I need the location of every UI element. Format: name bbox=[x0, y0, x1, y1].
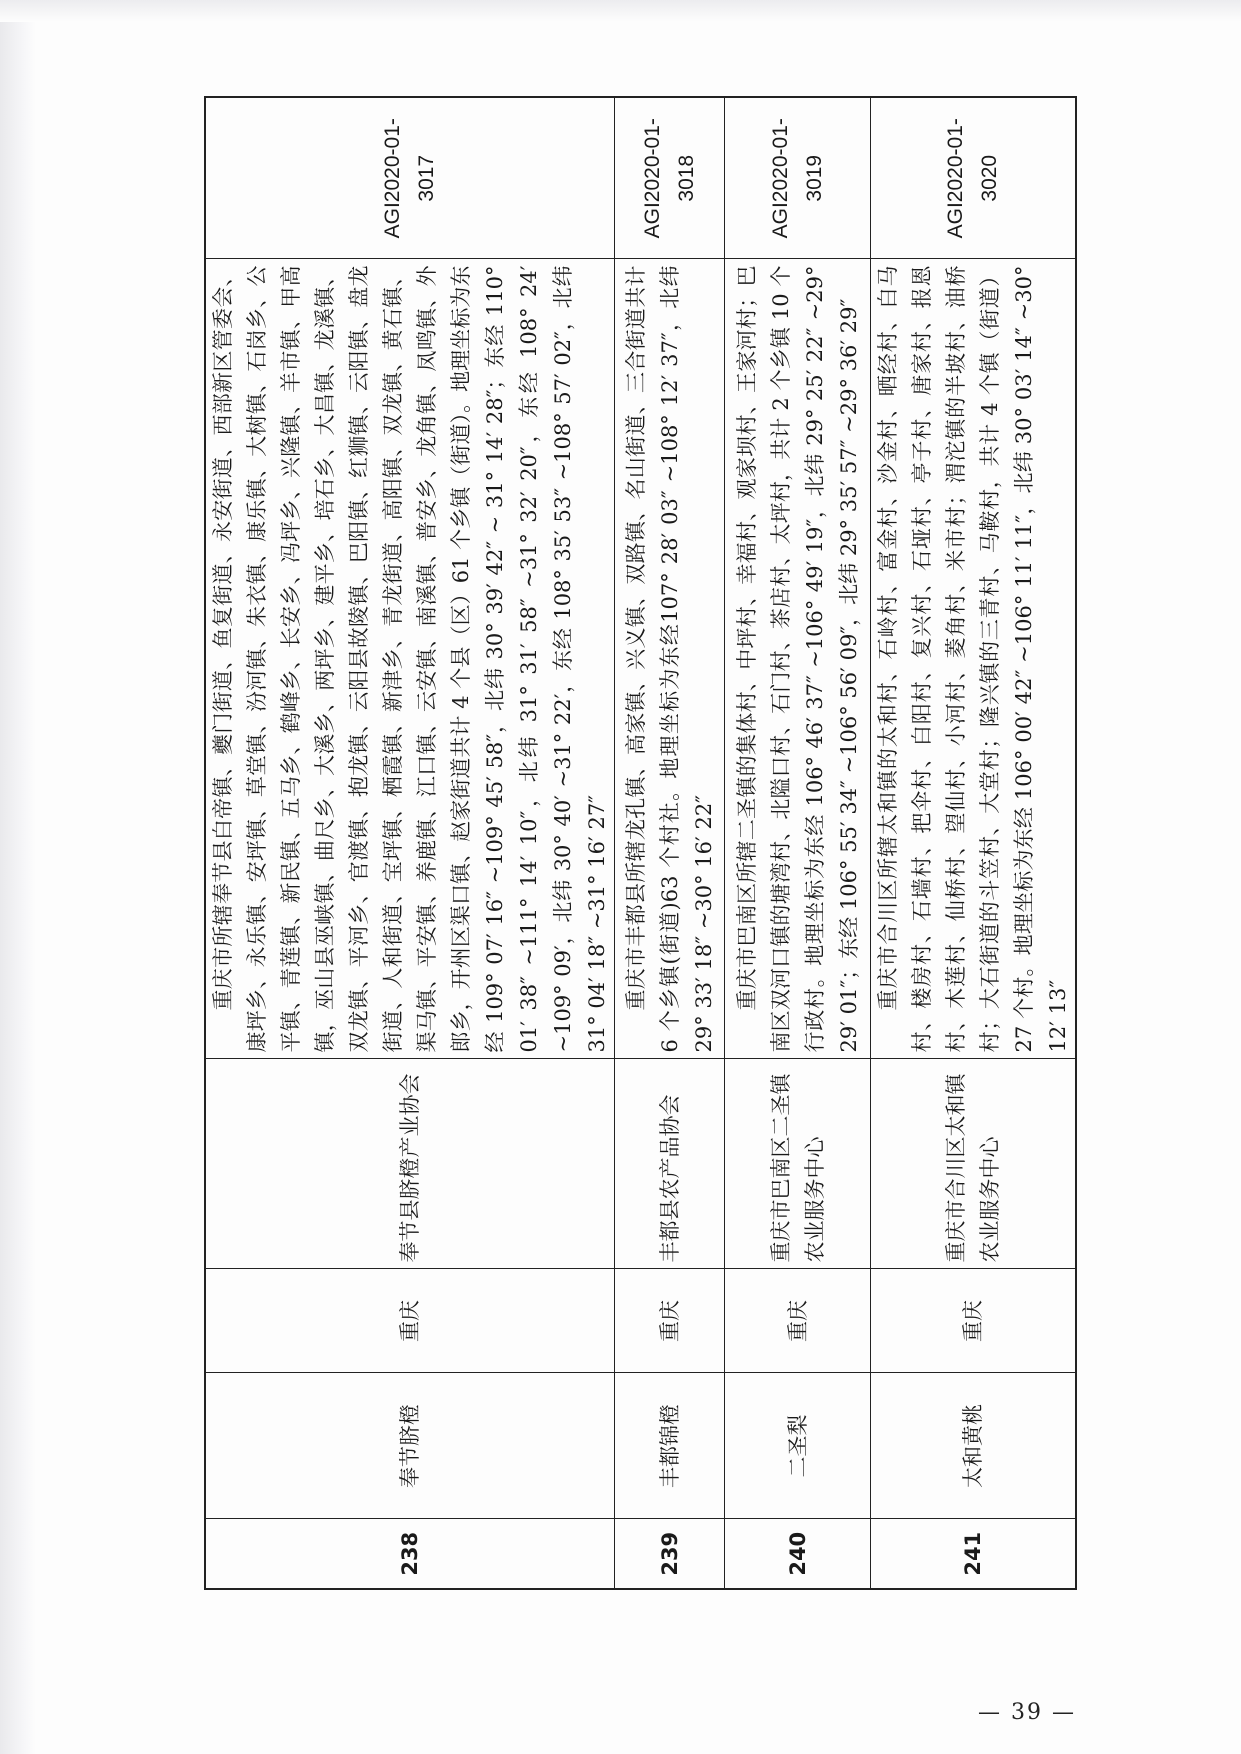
protection-scope bbox=[615, 259, 725, 1059]
protection-scope-text: 重庆市所辖奉节县白帝镇、夔门街道、鱼复街道、永安街道、西部新区管委会、康坪乡、永乐镇、安坪镇、草堂镇、汾河镇、朱衣镇、康乐镇、大树镇、石岗乡、公平镇、青莲镇、新民镇、五马乡、鹤峰乡、长安乡、冯坪乡、兴隆镇、羊市镇、甲高镇，巫山县巫峡镇、曲尺乡、大溪乡、两坪乡、建平乡、培石乡、大昌镇、龙溪镇、双龙镇、平河乡、官渡镇、抱龙镇、云阳县故陵镇、巴阳镇、红狮镇、云阳镇、盘龙街道、人和街道、宝坪镇、栖霞镇、新津乡、青龙街道、高阳镇、双龙镇、黄石镇、渠马镇、平安镇、养鹿镇、江口镇、云安镇、南溪镇、普安乡、龙角镇、凤鸣镇、外郎乡，开州区渠口镇、赵家街道共计 4 个县（区）61 个乡镇（街道）。地理坐标为东经 109° 07′ 16″ ~109° 45′ 58″，北纬 30° 39′ 42″ ~ 31° 14′ 28″；东经 110° 01′ 38″ ~111° 14′ 10″，北纬 31° 31′ 58″ ~31° 32′ 20″，东经 108° 24′ ~109° 09′，北纬 30° 40′ ~31° 22′，东经 108° 35′ 53″ ~108° 57′ 02″，北纬 31° 04′ 18″ ~31° 16′ 27″ bbox=[211, 265, 610, 1053]
row-number: 238 bbox=[205, 1519, 615, 1589]
geographic-indication-table bbox=[204, 96, 1077, 1590]
protection-scope bbox=[725, 259, 871, 1059]
protection-scope bbox=[205, 259, 615, 1059]
applicant: 重庆市巴南区二圣镇农业服务中心 bbox=[725, 1059, 871, 1269]
applicant: 奉节县脐橙产业协会 bbox=[205, 1059, 615, 1269]
protection-scope bbox=[871, 259, 1077, 1059]
row-number: 241 bbox=[871, 1519, 1077, 1589]
product-name: 二圣梨 bbox=[725, 1373, 871, 1519]
registration-code: AGI2020-01-3017 bbox=[205, 97, 615, 259]
row-number: 239 bbox=[615, 1519, 725, 1589]
row-number: 240 bbox=[725, 1519, 871, 1589]
product-name: 太和黄桃 bbox=[871, 1373, 1077, 1519]
registration-code: AGI2020-01-3019 bbox=[725, 97, 871, 259]
product-name: 丰都锦橙 bbox=[615, 1373, 725, 1519]
applicant: 丰都县农产品协会 bbox=[615, 1059, 725, 1269]
registration-code: AGI2020-01-3020 bbox=[871, 97, 1077, 259]
applicant: 重庆市合川区太和镇农业服务中心 bbox=[871, 1059, 1077, 1269]
page-number: — 39 — bbox=[978, 1700, 1076, 1725]
table-row bbox=[871, 97, 1077, 1589]
table-row bbox=[615, 97, 725, 1589]
table-row bbox=[205, 97, 615, 1589]
table-row bbox=[725, 97, 871, 1589]
province: 重庆 bbox=[725, 1269, 871, 1373]
province: 重庆 bbox=[871, 1269, 1077, 1373]
protection-scope-text: 重庆市丰都县所辖龙孔镇、高家镇、兴义镇、双路镇、名山街道、三合街道共计 6 个乡镇(街道)63 个村社。地理坐标为东经107° 28′ 03″ ~108° 12′ 37″，北纬29° 33′ 18″ ~30° 16′ 22″ bbox=[623, 265, 716, 1053]
scan-shadow-top bbox=[0, 0, 1241, 22]
registration-code: AGI2020-01-3018 bbox=[615, 97, 725, 259]
province: 重庆 bbox=[615, 1269, 725, 1373]
protection-scope-text: 重庆市巴南区所辖二圣镇的集体村、中坪村、幸福村、观家坝村、王家河村；巴南区双河口镇的塘湾村、北隘口村、石门村、茶店村、太坪村，共计 2 个乡镇 10 个行政村。地理坐标为东经 106° 46′ 37″ ~106° 49′ 19″，北纬 29° 25′ 22″ ~29° 29′ 01″；东经 106° 55′ 34″ ~106° 56′ 09″，北纬 29° 35′ 57″ ~29° 36′ 29″ bbox=[734, 265, 861, 1053]
rotated-table-container bbox=[204, 98, 1071, 1590]
product-name: 奉节脐橙 bbox=[205, 1373, 615, 1519]
province: 重庆 bbox=[205, 1269, 615, 1373]
scan-shadow-left bbox=[0, 0, 36, 1754]
protection-scope-text: 重庆市合川区所辖太和镇的太和村、石岭村、富金村、沙金村、晒经村、白马村、楼房村、石墙村、把伞村、白阳村、复兴村、石垭村、亭子村、唐家村、报恩村、木莲村、仙桥村、望仙村、小河村、菱角村、米市村；渭沱镇的半坡村、油桥村；大石街道的斗笠村、大堂村；隆兴镇的三青村、马鞍村，共计 4 个镇（街道）27 个村。地理坐标为东经 106° 00′ 42″ ~106° 11′ 11″，北纬 30° 03′ 14″ ~30° 12′ 13″ bbox=[876, 265, 1071, 1053]
